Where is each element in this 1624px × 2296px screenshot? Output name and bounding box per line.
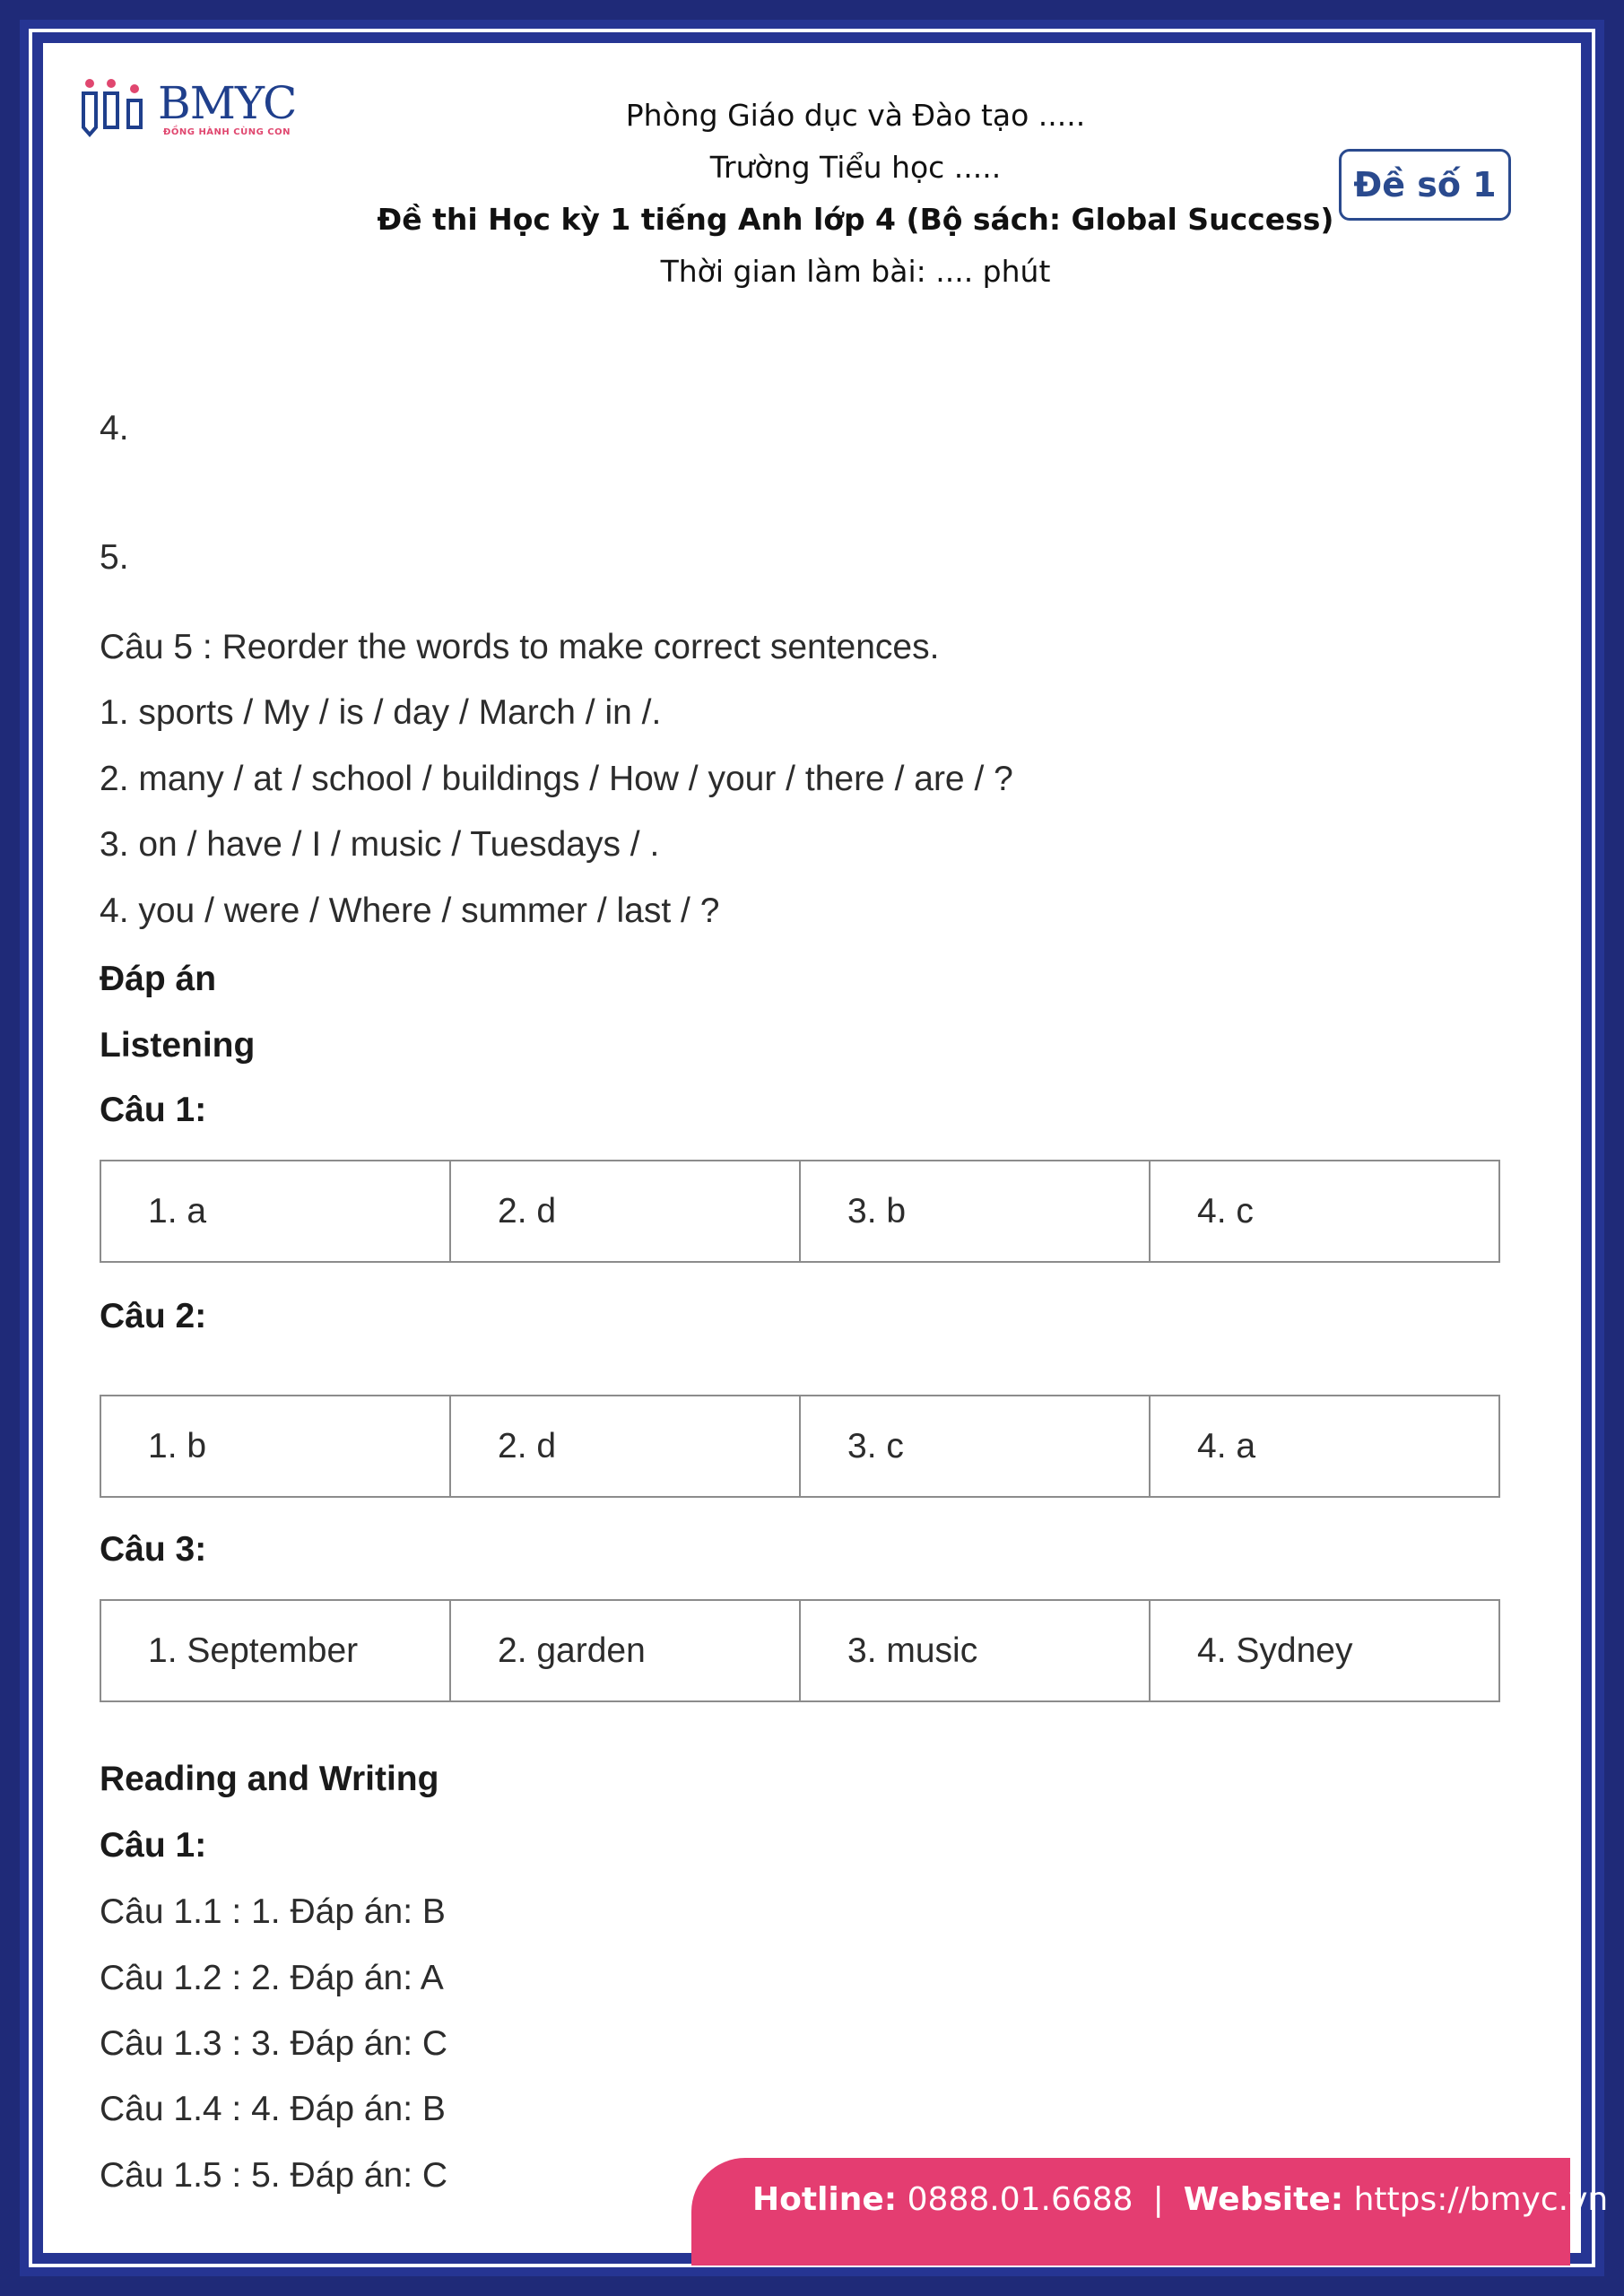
list-item: 1. sports / My / is / day / March / in /. — [100, 693, 662, 732]
list-item: Câu 1.4 : 4. Đáp án: B — [100, 2090, 446, 2128]
table-cell: 4. Sydney — [1150, 1600, 1499, 1701]
exam-number-badge: Đề số 1 — [1339, 149, 1511, 221]
list-item: 5. — [100, 538, 129, 577]
table-cell: 4. c — [1150, 1161, 1499, 1262]
table-cell: 2. d — [450, 1161, 800, 1262]
table-cell: 3. b — [800, 1161, 1150, 1262]
listening-q3-label: Câu 3: — [100, 1530, 207, 1569]
website-link[interactable]: https://bmyc.vn — [1353, 2181, 1609, 2218]
logo-text: BMYC — [158, 77, 297, 129]
list-item: 4. you / were / Where / summer / last / ? — [100, 891, 720, 930]
list-item: Câu 1.2 : 2. Đáp án: A — [100, 1959, 444, 1997]
header-exam-title: Đề thi Học kỳ 1 tiếng Anh lớp 4 (Bộ sách: Global Success) — [377, 202, 1334, 237]
listening-q3-table — [100, 1599, 1500, 1702]
reading-writing-heading: Reading and Writing — [100, 1760, 439, 1798]
table-cell: 1. b — [100, 1396, 450, 1497]
table-row — [100, 1600, 1499, 1701]
family-logo-icon — [81, 75, 152, 147]
listening-q1-table — [100, 1160, 1500, 1263]
list-item: Câu 1.5 : 5. Đáp án: C — [100, 2156, 448, 2195]
answers-heading: Đáp án — [100, 960, 217, 998]
bmyc-logo — [81, 75, 314, 147]
footer-contact-bar — [691, 2158, 1609, 2266]
table-row — [100, 1161, 1499, 1262]
table-row — [100, 1396, 1499, 1497]
document-page — [43, 43, 1581, 2253]
table-cell: 1. September — [100, 1600, 450, 1701]
header-time: Thời gian làm bài: .... phút — [660, 254, 1051, 289]
table-cell: 1. a — [100, 1161, 450, 1262]
listening-heading: Listening — [100, 1026, 256, 1065]
website-label: Website: — [1183, 2181, 1344, 2218]
listening-q1-label: Câu 1: — [100, 1091, 207, 1129]
hotline-number[interactable]: 0888.01.6688 — [907, 2181, 1133, 2218]
list-item: 2. many / at / school / buildings / How / your / there / are / ? — [100, 760, 1013, 798]
listening-q2-label: Câu 2: — [100, 1297, 207, 1335]
list-item: Câu 1.1 : 1. Đáp án: B — [100, 1892, 446, 1931]
listening-q2-table — [100, 1395, 1500, 1498]
table-cell: 3. music — [800, 1600, 1150, 1701]
logo-tagline: ĐỒNG HÀNH CÙNG CON — [163, 127, 291, 137]
list-item: 4. — [100, 409, 129, 448]
question-5-title: Câu 5 : Reorder the words to make correct sentences. — [100, 628, 940, 666]
hotline-label: Hotline: — [752, 2181, 898, 2218]
rw-q1-label: Câu 1: — [100, 1826, 207, 1865]
document-header — [312, 90, 1399, 298]
table-cell: 3. c — [800, 1396, 1150, 1497]
header-school: Trường Tiểu học ..... — [709, 150, 1002, 185]
table-cell: 2. garden — [450, 1600, 800, 1701]
table-cell: 4. a — [1150, 1396, 1499, 1497]
list-item: Câu 1.3 : 3. Đáp án: C — [100, 2024, 448, 2063]
table-cell: 2. d — [450, 1396, 800, 1497]
list-item: 3. on / have / I / music / Tuesdays / . — [100, 825, 660, 864]
footer-separator: | — [1152, 2181, 1164, 2218]
header-department: Phòng Giáo dục và Đào tạo ..... — [625, 98, 1086, 133]
